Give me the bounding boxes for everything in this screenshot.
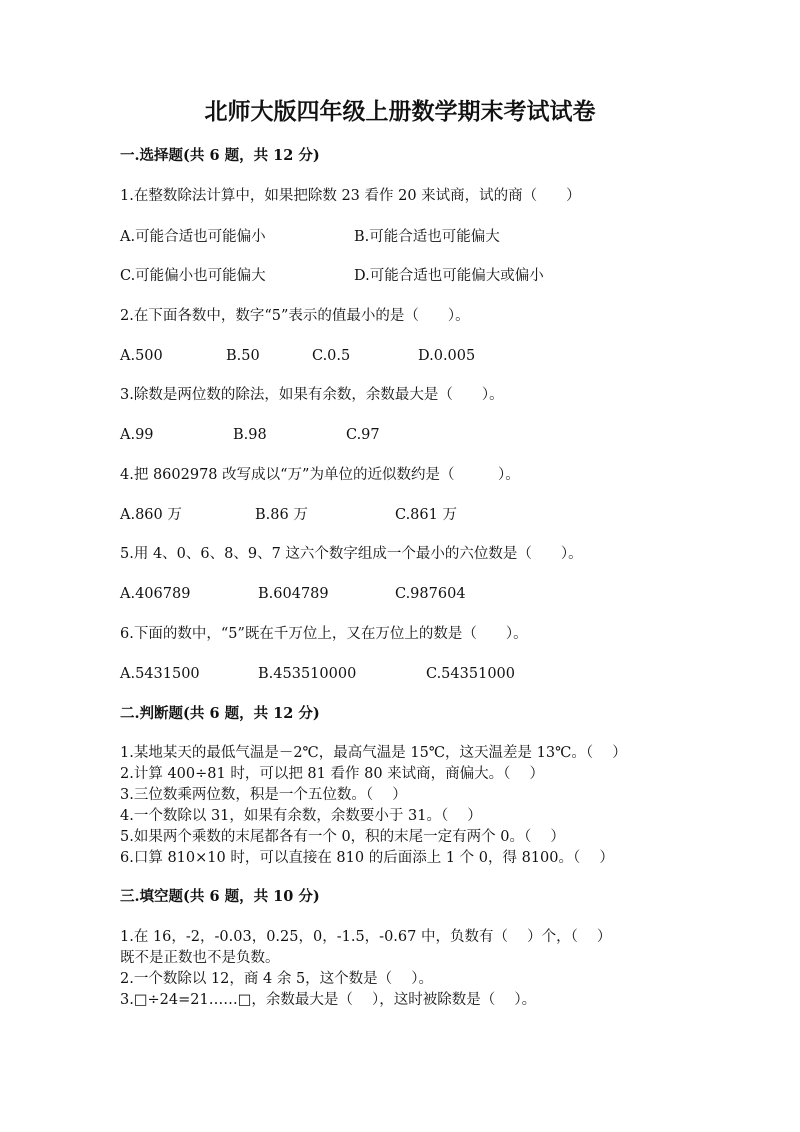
fill-item-continued: 既不是正数也不是负数。 — [120, 950, 280, 966]
option: B.604789 — [258, 586, 329, 602]
question-text: 4.把 8602978 改写成以“万”为单位的近似数约是（ ）。 — [120, 467, 520, 483]
statement-item: 5.如果两个乘数的末尾都各有一个 0，积的末尾一定有两个 0。（ ） — [120, 829, 565, 845]
fill-item: 2.一个数除以 12，商 4 余 5，这个数是（ ）。 — [120, 971, 434, 987]
statement-item: 6.口算 810×10 时，可以直接在 810 的后面添上 1 个 0，得 8100。（ ） — [120, 850, 614, 866]
question-text: 3.除数是两位数的除法，如果有余数，余数最大是（ ）。 — [120, 387, 504, 403]
option: C.861 万 — [395, 507, 457, 523]
option: A.99 — [120, 427, 154, 443]
option: C.97 — [346, 427, 380, 443]
option: A.406789 — [120, 586, 191, 602]
fill-item: 3.□÷24=21……□，余数最大是（ ），这时被除数是（ ）。 — [120, 992, 537, 1008]
option: B.86 万 — [255, 507, 308, 523]
section-heading-choice: 一.选择题(共 6 题，共 12 分) — [120, 147, 320, 164]
option: C.可能偏小也可能偏大 — [120, 268, 266, 284]
page-title: 北师大版四年级上册数学期末考试试卷 — [204, 98, 596, 125]
option: B.可能合适也可能偏大 — [354, 229, 500, 245]
question-text: 2.在下面各数中，数字“5”表示的值最小的是（ ）。 — [120, 308, 470, 324]
option: A.500 — [120, 348, 163, 364]
question-text: 6.下面的数中，“5”既在千万位上，又在万位上的数是（ ）。 — [120, 626, 528, 642]
fill-item: 1.在 16，-2，-0.03，0.25，0，-1.5，-0.67 中，负数有（ ）个，（ ） — [120, 929, 612, 945]
option: C.987604 — [395, 586, 466, 602]
option: B.98 — [233, 427, 267, 443]
option: A.可能合适也可能偏小 — [120, 229, 266, 245]
section-heading-fill: 三.填空题(共 6 题，共 10 分) — [120, 888, 320, 905]
statement-item: 4.一个数除以 31，如果有余数，余数要小于 31。（ ） — [120, 808, 482, 824]
option: B.50 — [226, 348, 260, 364]
statement-item: 1.某地某天的最低气温是－2℃，最高气温是 15℃，这天温差是 13℃。（ ） — [120, 745, 627, 761]
option: B.453510000 — [258, 666, 357, 682]
statement-item: 2.计算 400÷81 时，可以把 81 看作 80 来试商，商偏大。（ ） — [120, 766, 545, 782]
section-heading-judgement: 二.判断题(共 6 题，共 12 分) — [120, 705, 320, 722]
option: A.860 万 — [120, 507, 182, 523]
option: D.可能合适也可能偏大或偏小 — [354, 268, 544, 284]
question-text: 1.在整数除法计算中，如果把除数 23 看作 20 来试商，试的商（ ） — [120, 188, 581, 204]
option: C.54351000 — [426, 666, 515, 682]
option: A.5431500 — [120, 666, 200, 682]
option: C.0.5 — [312, 348, 351, 364]
statement-item: 3.三位数乘两位数，积是一个五位数。（ ） — [120, 787, 407, 803]
question-text: 5.用 4、0、6、8、9、7 这六个数字组成一个最小的六位数是（ ）。 — [120, 546, 583, 562]
option: D.0.005 — [418, 348, 476, 364]
